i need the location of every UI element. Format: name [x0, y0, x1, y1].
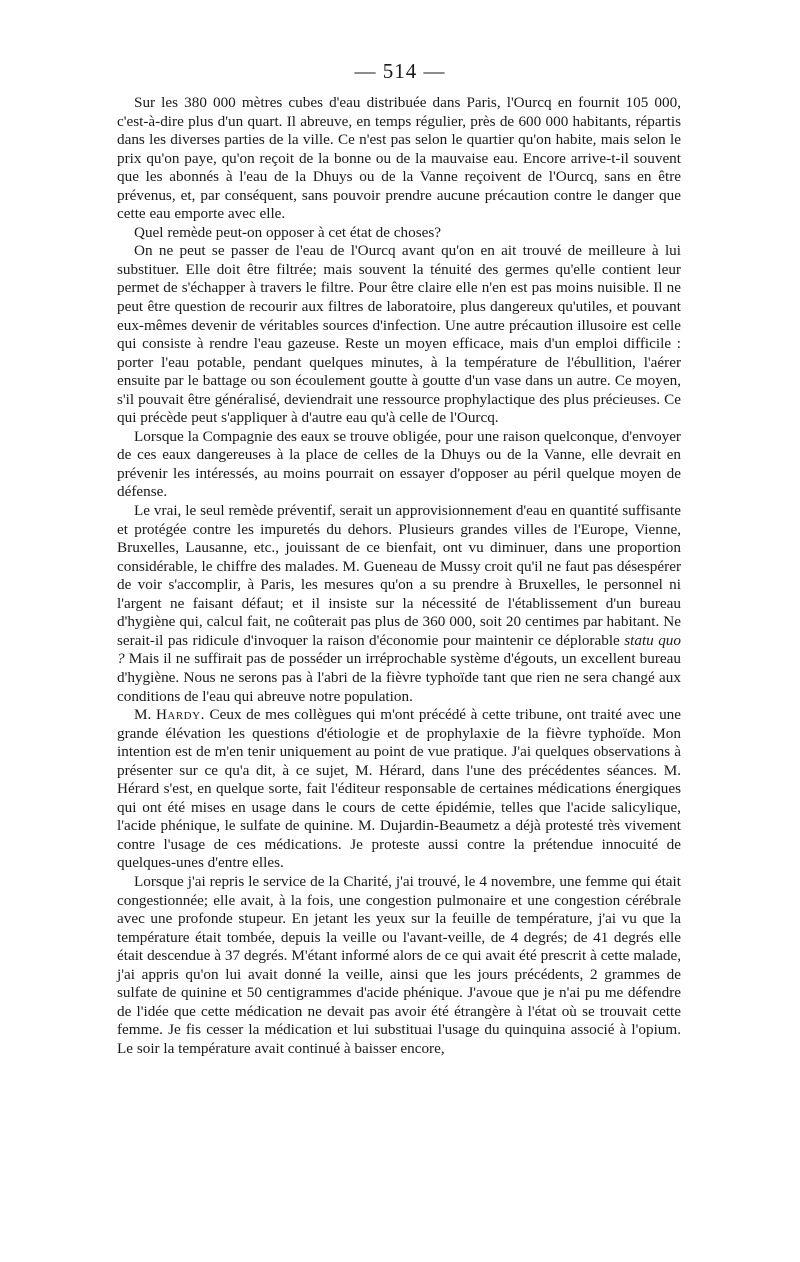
preventive-remedy-text: Le vrai, le seul remède préventif, serait un approvisionnement d'eau en quantité suffisante et protégée contre les impuretés du dehors. Plusieurs grandes villes de l'Europe, Vienne, Bruxelles, Lausanne, etc., jouissant de ce bienfait, ont vu diminuer, dans une proportion considérable, le chiffre des malades. M. Gueneau de Mussy croit qu'il ne faut pas désespérer de voir s'accomplir, à Paris, les mesures qu'on a su prendre à Bruxelles, le personnel ni l'argent ne faisant défaut; et il insiste sur la nécessité de l'établissement d'un bureau d'hygiène qui, calcul fait, ne coûterait pas plus de 360 000, soit 20 centimes par habitant. Ne serait-il pas ridicule d'invoquer la raison d'économie pour maintenir ce déplorable: [117, 502, 681, 649]
paragraph-hardy: [117, 706, 681, 873]
paragraph-charite-case: Lorsque j'ai repris le service de la Charité, j'ai trouvé, le 4 novembre, une femme qui était congestionnée; elle avait, à la fois, une congestion pulmonaire et une congestion cérébrale avec une profonde stupeur. En jetant les yeux sur la feuille de température, j'ai vu que la température était tombée, depuis la veille ou l'avant-veille, de 4 degrés; de 41 degrés elle était descendue à 37 degrés. M'étant informé alors de ce qui avait été prescrit à cette malade, j'ai appris qu'on lui avait donné la veille, ainsi que les jours précédents, 2 grammes de sulfate de quinine et 50 centigrammes d'acide phénique. J'avoue que je n'ai pu me défendre de l'idée que cette médication ne devait pas avoir été étrangère à l'état où se trouvait cette femme. Je fis cesser la médication et lui substituai l'usage du quinquina associé à l'opium. Le soir la température avait continué à baisser encore,: [117, 872, 681, 1057]
speaker-name: Hardy.: [155, 706, 205, 724]
text-body: [117, 94, 681, 1058]
paragraph-water-company: Lorsque la Compagnie des eaux se trouve obligée, pour une raison quelconque, d'envoyer de ces eaux dangereuses à la place de celles de la Dhuys ou de la Vanne, elle devrait en prévenir les intéressés, au moins pourrait on essayer d'opposer au péril quelque moyen de défense.: [117, 427, 681, 501]
paragraph-preventive-remedy: [117, 502, 681, 706]
speaker-prefix: M.: [134, 706, 156, 724]
paragraph-question: Quel remède peut-on opposer à cet état de choses?: [134, 223, 441, 241]
statu-quo-italic: statu quo ?: [117, 631, 681, 668]
preventive-remedy-text-end: Mais il ne suffirait pas de posséder un irréprochable système d'égouts, un excellent bureau d'hygiène. Nous ne serons pas à l'abri de la fièvre typhoïde tant que rien ne sera changé aux conditions de l'eau qui abreuve notre population.: [117, 650, 681, 705]
paragraph-water-distribution: Sur les 380 000 mètres cubes d'eau distribuée dans Paris, l'Ourcq en fournit 105 000, c'est-à-dire plus d'un quart. Il abreuve, en temps régulier, près de 600 000 habitants, répartis dans les diverses parties de la ville. Ce n'est pas selon le quartier qu'on habite, mais selon le prix qu'on paye, qu'on reçoit de la bonne ou de la mauvaise eau. Encore arrive-t-il souvent que les abonnés à l'eau de la Dhuys ou de la Vanne reçoivent de l'Ourcq, sans en être prévenus, et, par conséquent, sans pouvoir prendre aucune précaution contre le danger que cette eau emporte avec elle.: [117, 94, 681, 223]
paragraph-filtration: On ne peut se passer de l'eau de l'Ourcq avant qu'on en ait trouvé de meilleure à lui substituer. Elle doit être filtrée; mais souvent la ténuité des germes qu'elle contient leur permet de s'échapper à travers le filtre. Pour être claire elle n'en est pas moins nuisible. Il ne peut être question de recourir aux filtres de laboratoire, plus dangereux qu'utiles, et pouvant eux-mêmes devenir de véritables sources d'infection. Une autre précaution illusoire est celle qui consiste à rendre l'eau gazeuse. Reste un moyen efficace, mais d'un emploi difficile : porter l'eau potable, pendant quelques minutes, à la température de l'ébullition, l'aérer ensuite par le battage ou son écoulement goutte à goutte d'un vase dans un autre. Ce moyen, s'il pouvait être généralisé, deviendrait une ressource prophylactique des plus précieuses. Ce qui précède peut s'appliquer à d'autre eau qu'à celle de l'Ourcq.: [117, 242, 681, 427]
hardy-text: Ceux de mes collègues qui m'ont précédé à cette tribune, ont traité avec une grande élévation les questions d'étiologie et de prophylaxie de la fièvre typhoïde. Mon intention est de m'en tenir uniquement au point de vue pratique. J'ai quelques observations à présenter sur ce qu'a dit, à ce sujet, M. Hérard, dans l'une des précédentes séances. M. Hérard s'est, en quelque sorte, fait l'éditeur responsable de certaines médications énergiques qui ont été mises en usage dans le cours de cette épidémie, telles que l'acide salicylique, l'acide phénique, le sulfate de quinine. M. Dujardin-Beaumetz a déjà protesté très vivement contre l'usage de ces médications. Je proteste aussi contre la prétendue innocuité de quelques-unes d'entre elles.: [117, 706, 681, 872]
page-number: — 514 —: [354, 59, 446, 83]
